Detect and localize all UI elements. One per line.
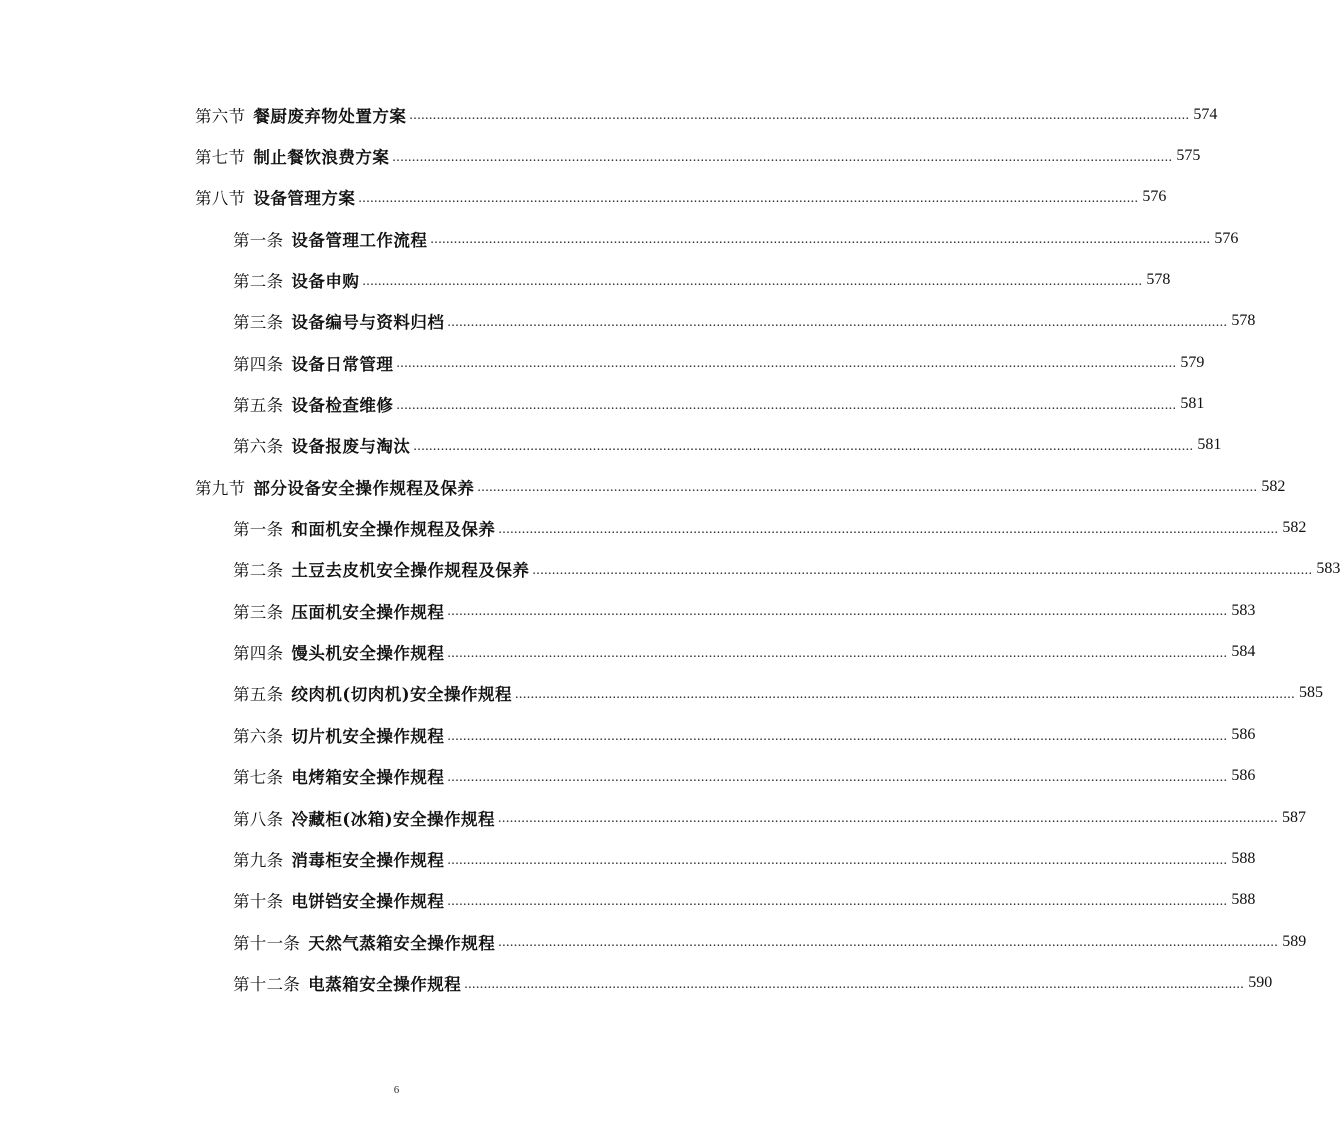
toc-entry-page: 588 [1231, 849, 1256, 867]
toc-entry-title: 设备编号与资料归档 [291, 313, 445, 333]
toc-entry-title: 消毒柜安全操作规程 [291, 850, 445, 870]
toc-entry-page: 575 [1176, 147, 1201, 165]
toc-entry-page: 579 [1180, 353, 1205, 371]
toc-entry[interactable] [0, 714, 1256, 755]
toc-entry[interactable] [0, 466, 1286, 507]
toc-entry-page: 583 [1231, 601, 1256, 619]
toc-entry-label: 第八节 [195, 189, 246, 209]
toc-entry-title: 制止餐饮浪费方案 [253, 148, 390, 168]
toc-entry-title: 设备报废与淘汰 [291, 437, 411, 457]
toc-entry-title: 馒头机安全操作规程 [291, 644, 445, 664]
toc-entry-title: 冷藏柜(冰箱)安全操作规程 [291, 809, 496, 829]
toc-entry-label: 第八条 [233, 809, 284, 829]
toc-dot-leader: ........................................................................................................................................................................................................ [392, 149, 1173, 165]
toc-entry-title: 部分设备安全操作规程及保养 [253, 478, 475, 498]
toc-entry-label: 第十一条 [233, 933, 301, 953]
toc-entry-title: 设备管理方案 [253, 189, 356, 209]
toc-entry-label: 第六条 [233, 437, 284, 457]
toc-entry[interactable] [0, 383, 1205, 424]
table-of-contents [0, 94, 1340, 1004]
toc-entry-title: 天然气蒸箱安全操作规程 [308, 933, 496, 953]
toc-dot-leader: ........................................................................................................................................................................................................ [430, 232, 1211, 248]
toc-entry-page: 582 [1261, 477, 1286, 495]
toc-dot-leader: ........................................................................................................................................................................................................ [477, 480, 1258, 496]
toc-entry-label: 第一条 [233, 230, 284, 250]
toc-dot-leader: ........................................................................................................................................................................................................ [447, 645, 1228, 661]
toc-entry-label: 第十二条 [233, 974, 301, 994]
toc-entry-title: 电烤箱安全操作规程 [291, 768, 445, 788]
toc-entry-label: 第二条 [233, 272, 284, 292]
toc-entry-label: 第二条 [233, 561, 284, 581]
toc-dot-leader: ........................................................................................................................................................................................................ [447, 728, 1228, 744]
toc-entry[interactable] [0, 756, 1256, 797]
toc-dot-leader: ........................................................................................................................................................................................................ [447, 604, 1228, 620]
toc-entry-label: 第六条 [233, 726, 284, 746]
toc-entry-page: 582 [1282, 519, 1307, 537]
toc-dot-leader: ........................................................................................................................................................................................................ [498, 521, 1279, 537]
toc-entry-page: 576 [1214, 229, 1239, 247]
toc-entry[interactable] [0, 838, 1256, 879]
toc-entry-page: 578 [1231, 312, 1256, 330]
toc-dot-leader: ........................................................................................................................................................................................................ [409, 108, 1190, 124]
toc-dot-leader: ........................................................................................................................................................................................................ [532, 563, 1313, 579]
toc-entry[interactable] [0, 94, 1218, 135]
toc-entry[interactable] [0, 301, 1256, 342]
toc-dot-leader: ........................................................................................................................................................................................................ [362, 273, 1143, 289]
toc-entry-page: 581 [1180, 395, 1205, 413]
toc-entry-title: 设备申购 [291, 272, 360, 292]
toc-entry-label: 第四条 [233, 644, 284, 664]
toc-entry[interactable] [0, 631, 1256, 672]
toc-entry[interactable] [0, 673, 1324, 714]
toc-entry-label: 第七条 [233, 768, 284, 788]
toc-entry-label: 第三条 [233, 313, 284, 333]
toc-dot-leader: ........................................................................................................................................................................................................ [447, 315, 1228, 331]
toc-entry[interactable] [0, 507, 1307, 548]
toc-entry[interactable] [0, 177, 1167, 218]
toc-dot-leader: ........................................................................................................................................................................................................ [396, 356, 1177, 372]
toc-entry-page: 574 [1193, 105, 1218, 123]
toc-entry-page: 590 [1248, 973, 1273, 991]
toc-dot-leader: ........................................................................................................................................................................................................ [358, 191, 1139, 207]
toc-entry-page: 584 [1231, 643, 1256, 661]
toc-entry[interactable] [0, 259, 1171, 300]
toc-entry-label: 第一条 [233, 520, 284, 540]
toc-entry-title: 切片机安全操作规程 [291, 726, 445, 746]
toc-entry-page: 588 [1231, 891, 1256, 909]
toc-entry-page: 581 [1197, 436, 1222, 454]
toc-entry[interactable] [0, 425, 1222, 466]
toc-dot-leader: ........................................................................................................................................................................................................ [447, 893, 1228, 909]
toc-dot-leader: ........................................................................................................................................................................................................ [413, 439, 1194, 455]
toc-dot-leader: ........................................................................................................................................................................................................ [447, 852, 1228, 868]
toc-entry[interactable] [0, 549, 1340, 590]
toc-entry-title: 土豆去皮机安全操作规程及保养 [291, 561, 530, 581]
toc-dot-leader: ........................................................................................................................................................................................................ [464, 976, 1245, 992]
toc-entry[interactable] [0, 135, 1201, 176]
toc-entry[interactable] [0, 218, 1239, 259]
toc-entry-label: 第六节 [195, 106, 246, 126]
toc-dot-leader: ........................................................................................................................................................................................................ [396, 397, 1177, 413]
toc-entry-label: 第四条 [233, 354, 284, 374]
toc-entry-title: 绞肉机(切肉机)安全操作规程 [291, 685, 513, 705]
toc-dot-leader: ........................................................................................................................................................................................................ [498, 935, 1279, 951]
toc-entry[interactable] [0, 797, 1307, 838]
toc-entry-title: 设备管理工作流程 [291, 230, 428, 250]
toc-entry-page: 585 [1299, 684, 1324, 702]
toc-entry[interactable] [0, 962, 1273, 1003]
toc-entry-label: 第十条 [233, 892, 284, 912]
toc-entry-label: 第九节 [195, 478, 246, 498]
toc-entry-page: 583 [1316, 560, 1340, 578]
toc-entry-label: 第七节 [195, 148, 246, 168]
toc-entry-label: 第五条 [233, 685, 284, 705]
toc-entry-title: 电蒸箱安全操作规程 [308, 974, 462, 994]
page-number: 6 [393, 1084, 400, 1096]
toc-entry[interactable] [0, 921, 1307, 962]
toc-entry-page: 586 [1231, 767, 1256, 785]
toc-entry-label: 第五条 [233, 396, 284, 416]
toc-entry-page: 586 [1231, 725, 1256, 743]
toc-entry[interactable] [0, 342, 1205, 383]
toc-dot-leader: ........................................................................................................................................................................................................ [498, 811, 1279, 827]
toc-entry-title: 设备日常管理 [291, 354, 394, 374]
toc-entry-page: 576 [1142, 188, 1167, 206]
toc-entry-title: 和面机安全操作规程及保养 [291, 520, 496, 540]
toc-entry-page: 589 [1282, 932, 1307, 950]
toc-entry-label: 第九条 [233, 850, 284, 870]
toc-entry-title: 压面机安全操作规程 [291, 602, 445, 622]
toc-entry-title: 电饼铛安全操作规程 [291, 892, 445, 912]
toc-entry-title: 设备检查维修 [291, 396, 394, 416]
toc-entry-title: 餐厨废弃物处置方案 [253, 106, 407, 126]
toc-entry[interactable] [0, 590, 1256, 631]
toc-entry-page: 578 [1146, 271, 1171, 289]
toc-entry-page: 587 [1282, 808, 1307, 826]
toc-entry[interactable] [0, 880, 1256, 921]
toc-dot-leader: ........................................................................................................................................................................................................ [447, 769, 1228, 785]
toc-entry-label: 第三条 [233, 602, 284, 622]
toc-dot-leader: ........................................................................................................................................................................................................ [515, 687, 1296, 703]
